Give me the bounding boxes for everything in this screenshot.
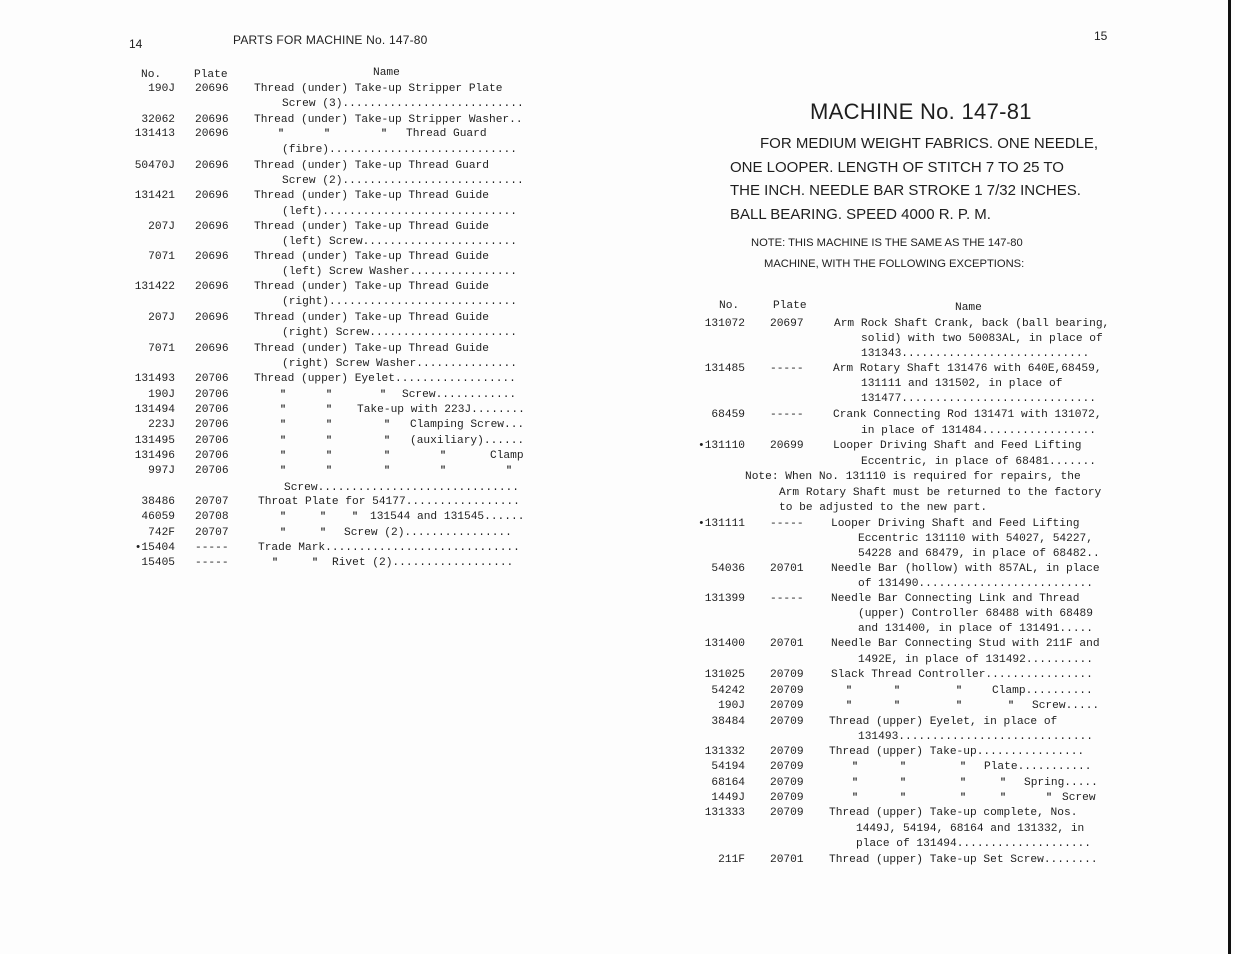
part-name: Thread (under) Take-up Stripper Washer.. [254,114,523,126]
part-name: Thread (under) Take-up Thread Guide [254,312,489,324]
ditto-mark: " [280,466,287,477]
ditto-mark: " [326,466,333,477]
ditto-mark: " [324,129,331,140]
part-number: 54194 [711,761,745,773]
part-name: Crank Connecting Rod 131471 with 131072, [833,409,1102,421]
part-name: 131544 and 131545...... [370,511,525,523]
ditto-mark: " [852,778,859,789]
ditto-mark: " [326,420,333,431]
part-name: in place of 131484................. [861,425,1096,437]
part-name: 131493............................. [858,731,1093,743]
page-number-left: 14 [129,37,143,51]
part-number: 32062 [141,114,175,126]
part-number: 68459 [711,409,745,421]
part-name: Trade Mark............................. [258,542,520,554]
part-name: Screw (3)........................... [282,98,524,110]
description-line: FOR MEDIUM WEIGHT FABRICS. ONE NEEDLE, [760,135,1099,152]
part-name: (left)............................. [282,206,517,218]
part-number: 207J [148,312,175,324]
plate-number: 20708 [195,511,229,523]
part-name: and 131400, in place of 131491..... [858,623,1093,635]
plate-number: 20709 [770,700,804,712]
part-name: Rivet (2).................. [332,557,514,569]
ditto-mark: " [280,451,287,462]
plate-number: 20706 [195,404,229,416]
part-name: (auxiliary)...... [410,435,525,447]
ditto-mark: " [320,512,327,523]
ditto-mark: " [384,451,391,462]
part-name: Eccentric, in place of 68481....... [861,456,1096,468]
col-header-no: No. [719,300,740,312]
part-number: 131485 [704,363,745,375]
col-header-plate: Plate [773,300,807,312]
part-name: Eccentric 131110 with 54027, 54227, [858,533,1093,545]
plate-number: 20709 [770,685,804,697]
description-line: THE INCH. NEEDLE BAR STROKE 1 7/32 INCHES. [730,182,1081,200]
part-number: 131400 [704,638,745,650]
part-number: 131413 [134,128,175,140]
ditto-mark: " [894,686,901,697]
ditto-mark: " [280,420,287,431]
ditto-mark: " [326,436,333,447]
part-number: •131110 [698,440,745,452]
part-number: 131494 [134,404,175,416]
part-number: •131111 [698,518,745,530]
plate-number: 20706 [195,389,229,401]
part-name: (left) Screw Washer................ [282,266,517,278]
part-name: 1449J, 54194, 68164 and 131332, in [856,823,1085,835]
part-name: Thread (upper) Eyelet, in place of [829,716,1058,728]
part-number: 742F [148,527,175,539]
part-number: 131399 [704,593,745,605]
part-name: Thread Guard [406,128,487,140]
part-name: (upper) Controller 68488 with 68489 [858,608,1093,620]
part-number: 46059 [141,511,175,523]
ditto-mark: " [440,451,447,462]
plate-number: 20696 [195,128,229,140]
part-number: 131421 [134,190,175,202]
machine-description [730,132,1100,226]
part-number: 68164 [711,777,745,789]
part-name: Screw (2)........................... [282,175,524,187]
ditto-mark: " [956,686,963,697]
ditto-mark: " [280,390,287,401]
plate-number: 20696 [195,83,229,95]
ditto-mark: " [384,420,391,431]
part-name: Arm Rock Shaft Crank, back (ball bearing, [834,318,1110,330]
part-number: 190J [718,700,745,712]
plate-number: 20701 [770,563,804,575]
ditto-mark: " [280,528,287,539]
ditto-mark: " [326,451,333,462]
part-number: 7071 [148,343,175,355]
col-header-plate: Plate [194,69,228,81]
part-name: Looper Driving Shaft and Feed Lifting [831,518,1080,530]
part-name: 131111 and 131502, in place of [861,378,1063,390]
ditto-mark: " [900,793,907,804]
ditto-mark: " [900,778,907,789]
part-name: Clamping Screw... [410,419,525,431]
plate-number: 20709 [770,807,804,819]
plate-number: 20709 [770,746,804,758]
plate-number: 20696 [195,221,229,233]
col-header-no: No. [141,69,162,81]
ditto-mark: " [326,390,333,401]
ditto-mark: " [852,793,859,804]
part-name: Thread (under) Take-up Thread Guide [254,251,489,263]
col-header-name: Name [373,67,400,79]
part-name: Thread (under) Take-up Stripper Plate [254,83,503,95]
plate-number: 20701 [770,854,804,866]
part-number: 207J [148,221,175,233]
plate-number: 20706 [195,465,229,477]
part-number: 15405 [141,557,175,569]
plate-number: 20706 [195,435,229,447]
plate-number: 20706 [195,450,229,462]
col-header-name: Name [955,302,982,314]
part-name: Thread (under) Take-up Thread Guide [254,190,489,202]
part-number: 190J [148,389,175,401]
part-name: Needle Bar Connecting Link and Thread [831,593,1080,605]
ditto-mark: " [384,436,391,447]
ditto-mark: " [956,701,963,712]
ditto-mark: " [381,129,388,140]
part-name: Throat Plate for 54177................. [258,496,520,508]
part-name: Clamp [490,450,524,462]
plate-number: 20701 [770,638,804,650]
part-number: 131422 [134,281,175,293]
ditto-mark: " [312,558,319,569]
part-number: 131072 [704,318,745,330]
machine-title: MACHINE No. 147-81 [810,99,1032,124]
ditto-mark: " [280,512,287,523]
part-name: solid) with two 50083AL, in place of [861,333,1103,345]
running-head: PARTS FOR MACHINE No. 147-80 [233,33,428,47]
part-name: Needle Bar (hollow) with 857AL, in place [831,563,1100,575]
part-number: 54242 [711,685,745,697]
part-number: 211F [718,854,745,866]
plate-number: 20709 [770,761,804,773]
ditto-mark: " [846,701,853,712]
ditto-mark: " [960,778,967,789]
part-number: 7071 [148,251,175,263]
plate-number: 20709 [770,716,804,728]
part-number: 223J [148,419,175,431]
part-number: 190J [148,83,175,95]
part-name: Screw (2)................ [344,527,512,539]
part-number: 38486 [141,496,175,508]
part-name: Screw.............................. [284,482,519,494]
plate-number: ----- [195,542,229,554]
plate-number: 20709 [770,669,804,681]
part-number: 38484 [711,716,745,728]
part-name: (right) Screw Washer............... [282,358,517,370]
ditto-mark: " [326,405,333,416]
ditto-mark: " [440,466,447,477]
part-name: Thread (under) Take-up Thread Guide [254,281,489,293]
ditto-mark: " [280,405,287,416]
plate-number: 20696 [195,160,229,172]
part-number: 50470J [134,160,175,172]
ditto-mark: " [1000,778,1007,789]
ditto-mark: " [272,558,279,569]
part-number: 54036 [711,563,745,575]
part-name: Slack Thread Controller................ [831,669,1093,681]
ditto-mark: " [900,762,907,773]
inline-note-line: Note: When No. 131110 is required for repairs, the [745,471,1081,483]
description-line: ONE LOOPER. LENGTH OF STITCH 7 TO 25 TO [730,158,1064,176]
part-name: (left) Screw....................... [282,236,517,248]
plate-number: 20707 [195,527,229,539]
ditto-mark: " [506,466,513,477]
ditto-mark: " [852,762,859,773]
page-number-right: 15 [1094,29,1108,43]
note-line: NOTE: THIS MACHINE IS THE SAME AS THE 147-80 [751,237,1023,249]
ditto-mark: " [846,686,853,697]
ditto-mark: " [960,762,967,773]
ditto-mark: " [384,466,391,477]
part-name: 54228 and 68479, in place of 68482.. [858,548,1100,560]
part-name: 1492E, in place of 131492.......... [858,654,1093,666]
part-number: 131332 [704,746,745,758]
part-name: Looper Driving Shaft and Feed Lifting [833,440,1082,452]
plate-number: 20707 [195,496,229,508]
plate-number: 20696 [195,281,229,293]
plate-number: ----- [770,518,804,530]
part-name: Thread (upper) Eyelet.................. [254,373,516,385]
part-number: 131495 [134,435,175,447]
part-name: Plate........... [984,761,1092,773]
plate-number: ----- [770,593,804,605]
plate-number: 20709 [770,777,804,789]
part-name: Arm Rotary Shaft 131476 with 640E,68459, [833,363,1102,375]
part-name: Thread (under) Take-up Thread Guard [254,160,489,172]
part-number: 131333 [704,807,745,819]
plate-number: 20696 [195,251,229,263]
part-name: Screw [1062,792,1096,804]
part-name: of 131490.......................... [858,578,1093,590]
description-line: BALL BEARING. SPEED 4000 R. P. M. [730,205,991,223]
part-name: Thread (upper) Take-up Set Screw........ [829,854,1098,866]
part-number: 131493 [134,373,175,385]
ditto-mark: " [1000,793,1007,804]
ditto-mark: " [894,701,901,712]
part-name: Thread (under) Take-up Thread Guide [254,221,489,233]
part-name: Screw............ [402,389,517,401]
plate-number: 20696 [195,312,229,324]
part-name: Screw..... [1032,700,1100,712]
plate-number: 20706 [195,373,229,385]
plate-number: 20696 [195,114,229,126]
part-name: (right) Screw...................... [282,327,517,339]
part-name: 131343............................ [861,348,1090,360]
ditto-mark: " [280,436,287,447]
note-line: MACHINE, WITH THE FOLLOWING EXCEPTIONS: [764,258,1025,270]
ditto-mark: " [320,528,327,539]
part-name: Thread (upper) Take-up complete, Nos. [829,807,1078,819]
plate-number: ----- [770,363,804,375]
part-number: 1449J [711,792,745,804]
inline-note-line: to be adjusted to the new part. [779,502,988,514]
page-edge [1228,0,1231,954]
part-number: •15404 [134,542,175,554]
plate-number: 20706 [195,419,229,431]
plate-number: ----- [770,409,804,421]
part-name: Spring..... [1024,777,1098,789]
part-number: 997J [148,465,175,477]
ditto-mark: " [960,793,967,804]
part-name: Thread (under) Take-up Thread Guide [254,343,489,355]
plate-number: 20709 [770,792,804,804]
ditto-mark: " [1046,793,1053,804]
part-name: 131477............................. [861,393,1096,405]
part-number: 131496 [134,450,175,462]
part-number: 131025 [704,669,745,681]
part-name: (fibre)............................ [282,144,517,156]
part-name: Clamp.......... [992,685,1093,697]
inline-note-line: Arm Rotary Shaft must be returned to the factory [779,487,1102,499]
plate-number: ----- [195,557,229,569]
part-name: Take-up with 223J........ [357,404,525,416]
part-name: (right)............................ [282,296,517,308]
ditto-mark: " [380,390,387,401]
ditto-mark: " [1008,701,1015,712]
plate-number: 20699 [770,440,804,452]
part-name: Needle Bar Connecting Stud with 211F and [831,638,1100,650]
plate-number: 20696 [195,190,229,202]
ditto-mark: " [352,512,359,523]
plate-number: 20696 [195,343,229,355]
ditto-mark: " [278,129,285,140]
plate-number: 20697 [770,318,804,330]
part-name: Thread (upper) Take-up................ [829,746,1085,758]
part-name: place of 131494.................... [856,838,1091,850]
